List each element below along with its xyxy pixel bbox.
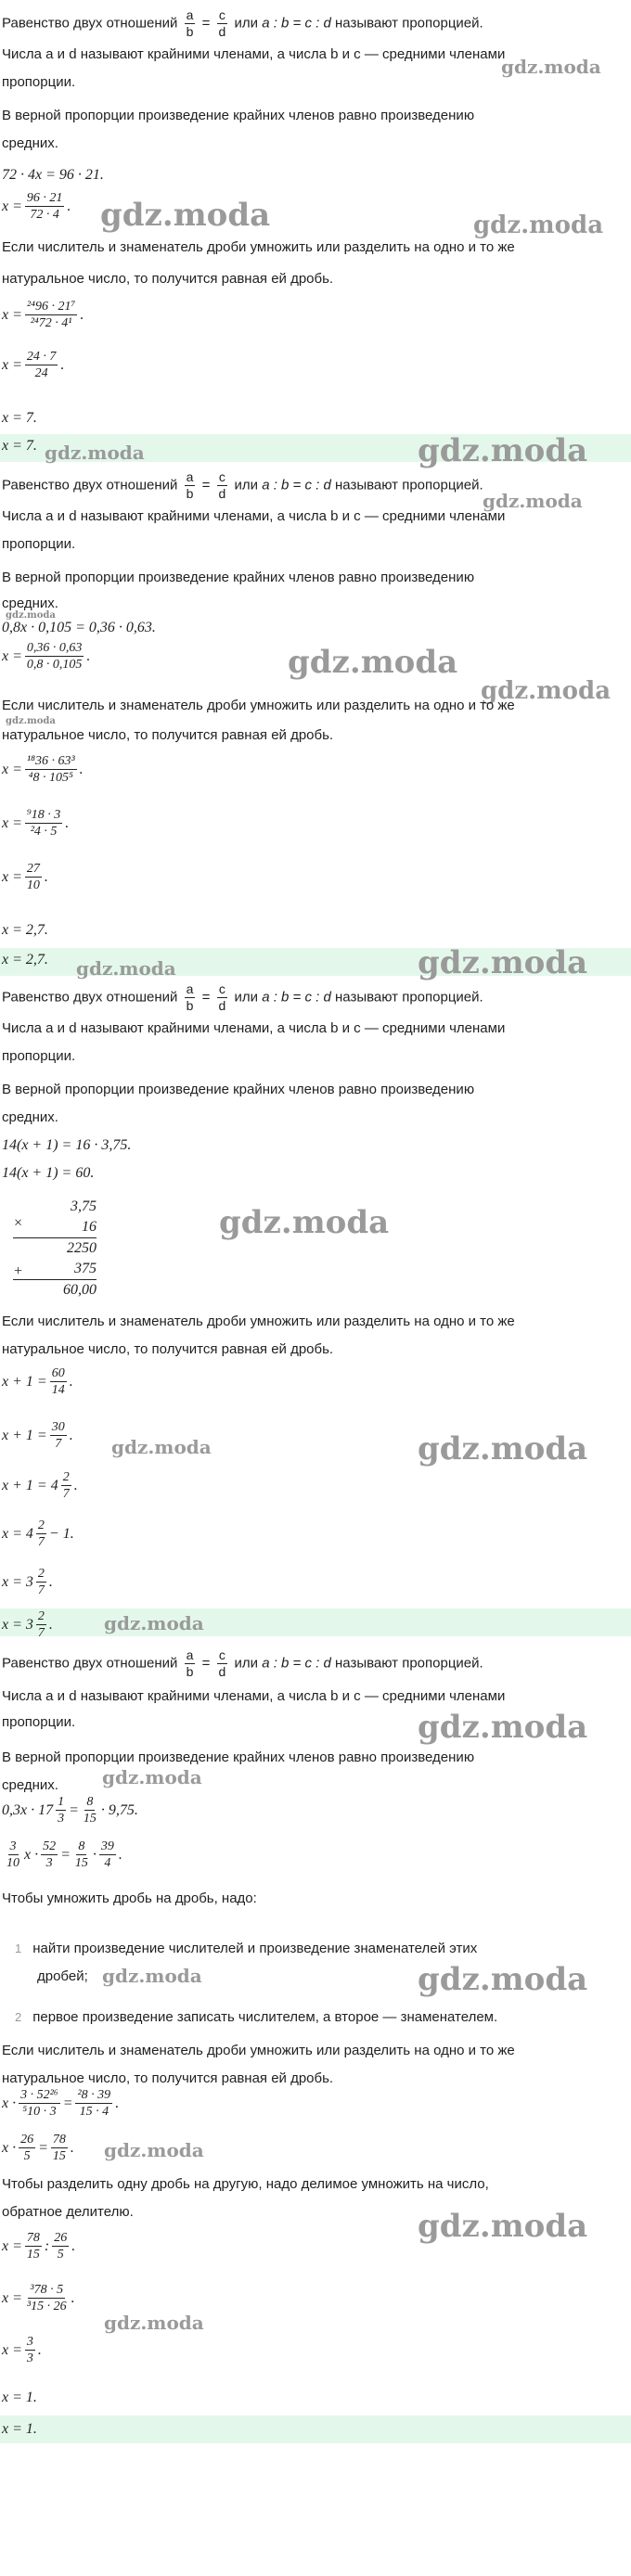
plus-sign: + — [13, 1263, 23, 1279]
cancel-rule-line-1: Если числитель и знаменатель дроби умножить или разделить на одно и то же — [2, 2043, 515, 2058]
equation-5: x = 78 15 : 26 5 . — [2, 2231, 76, 2262]
column-row: 3,75 — [71, 1198, 97, 1214]
extremes-line: Числа a и d называют крайними членами, а числа b и c — средними членами — [2, 1688, 506, 1704]
equation-2: 14(x + 1) = 60. — [2, 1165, 95, 1181]
equation-6: x = ³78 · 5 ³15 · 26 . — [2, 2283, 75, 2313]
equation-3: x = ²⁴96 · 21⁷ ²⁴72 · 4¹ . — [2, 300, 84, 330]
answer: x = 1. — [2, 2421, 37, 2437]
equation-2: x = 0,36 · 0,63 0,8 · 0,105 . — [2, 641, 91, 672]
cancel-rule-line-2: натуральное число, то получится равная ей дробь. — [2, 2070, 334, 2086]
rule-line-1: В верной пропорции произведение крайних членов равно произведению — [2, 108, 475, 123]
column-row: 375 — [13, 1259, 97, 1280]
equation-2: x = 96 · 21 72 · 4 . — [2, 191, 71, 222]
list-item: 1 найти произведение числителей и произведение знаменателей этих — [15, 1941, 478, 1956]
divide-rule-line-1: Чтобы разделить одну дробь на другую, надо делимое умножить на число, — [2, 2176, 489, 2192]
answer: x = 3 2 7 . — [2, 1609, 53, 1640]
watermark: gdz.moda — [418, 1709, 588, 1746]
watermark: gdz.moda — [483, 490, 583, 512]
proportion-definition: Равенство двух отношений $\frac{a}{b}$ = $\frac{c}{d}$ или a : b = c : d называют пропорцией. — [2, 469, 483, 501]
answer-band — [0, 1608, 631, 1636]
watermark: gdz.moda — [418, 944, 588, 981]
proportion-definition: Равенство двух отношений $\frac{a}{b}$ = $\frac{c}{d}$ или a : b = c : d называют пропорцией. — [2, 1647, 483, 1679]
rule-line-1: В верной пропорции произведение крайних членов равно произведению — [2, 1082, 475, 1097]
equation-3: x · 3 · 52²⁶ ⁵10 · 3 = ²8 · 39 15 · 4 . — [2, 2088, 120, 2119]
answer: x = 7. — [2, 438, 37, 454]
equation-5: x = 7. — [2, 410, 37, 426]
watermark: gdz.moda — [104, 1612, 204, 1634]
equation-1: 0,3x · 17 $\frac{1}{3}$ = $\frac{8}{15}$ · 9,75. — [2, 1795, 138, 1826]
answer-band — [0, 2416, 631, 2443]
cancel-rule-line-2: натуральное число, то получится равная ей дробь. — [2, 727, 334, 743]
extremes-line-2: пропорции. — [2, 74, 76, 90]
proportion-definition: Равенство двух отношений $\frac{a}{b}$ = $\frac{c}{d}$ или a : b = c : d называют пропорцией. — [2, 7, 483, 39]
watermark: gdz.moda — [111, 1436, 212, 1458]
extremes-line: Числа a и d называют крайними членами, а числа b и c — средними членами — [2, 46, 506, 62]
watermark: gdz.moda — [481, 677, 612, 705]
multiply-sign: × — [13, 1215, 23, 1231]
rule-line-1: В верной пропорции произведение крайних членов равно произведению — [2, 1749, 475, 1765]
equation-6: x = 4 2 7 − 1. — [2, 1519, 74, 1549]
proportion-definition: Равенство двух отношений $\frac{a}{b}$ = $\frac{c}{d}$ или a : b = c : d называют пропорцией. — [2, 981, 483, 1013]
watermark: gdz.moda — [102, 1766, 202, 1788]
column-row: 60,00 — [63, 1282, 97, 1298]
equation-3: x + 1 = 60 14 . — [2, 1366, 73, 1397]
answer: x = 2,7. — [2, 952, 48, 968]
watermark: gdz.moda — [501, 56, 601, 78]
watermark: gdz.moda — [418, 1961, 588, 1998]
column-row: 16 — [13, 1217, 97, 1238]
watermark: gdz.moda — [100, 197, 271, 234]
watermark: gdz.moda — [418, 1430, 588, 1467]
list-item: дробей; — [37, 1968, 88, 1984]
extremes-line-2: пропорции. — [2, 1714, 76, 1730]
watermark: gdz.moda — [76, 957, 176, 980]
cancel-rule-line-1: Если числитель и знаменатель дроби умножить или разделить на одно и то же — [2, 239, 515, 255]
column-multiplication — [13, 1197, 97, 1301]
watermark: gdz.moda — [219, 1204, 390, 1241]
equation-7: x = 3 3 . — [2, 2335, 42, 2365]
watermark: gdz.moda — [45, 442, 145, 464]
cancel-rule-line-2: натуральное число, то получится равная ей дробь. — [2, 271, 334, 287]
multiply-rule-title: Чтобы умножить дробь на дробь, надо: — [2, 1890, 257, 1906]
watermark: gdz.moda — [288, 644, 458, 681]
equation-8: x = 1. — [2, 2390, 37, 2405]
rule-line-2: средних. — [2, 1109, 58, 1125]
divide-rule-line-2: обратное делителю. — [2, 2204, 134, 2220]
watermark: gdz.moda — [473, 211, 604, 239]
extremes-line: Числа a и d называют крайними членами, а числа b и c — средними членами — [2, 1020, 506, 1036]
equation-2: 3 10 x · 52 3 = 8 15 · 39 4 . — [6, 1839, 122, 1870]
equation-3: x = ¹⁸36 · 63³ ⁴8 · 105⁵ . — [2, 754, 84, 785]
equation-1: 0,8x · 0,105 = 0,36 · 0,63. — [2, 620, 156, 635]
cancel-rule-line-1: Если числитель и знаменатель дроби умножить или разделить на одно и то же — [2, 1314, 515, 1329]
list-item: 2 первое произведение записать числителем, а второе — знаменателем. — [15, 2009, 498, 2025]
watermark: gdz.moda — [6, 610, 56, 621]
equation-5: x + 1 = 4 2 7 . — [2, 1470, 78, 1501]
extremes-line-2: пропорции. — [2, 1048, 76, 1064]
equation-7: x = 3 2 7 . — [2, 1567, 53, 1597]
equation-4: x + 1 = 30 7 . — [2, 1420, 73, 1451]
cancel-rule-line-2: натуральное число, то получится равная ей дробь. — [2, 1341, 334, 1357]
extremes-line-2: пропорции. — [2, 536, 76, 552]
cancel-rule-line-1: Если числитель и знаменатель дроби умножить или разделить на одно и то же — [2, 698, 515, 713]
watermark: gdz.moda — [418, 2208, 588, 2245]
watermark: gdz.moda — [104, 2312, 204, 2334]
rule-line-2: средних. — [2, 1777, 58, 1793]
equation-6: x = 2,7. — [2, 922, 48, 938]
equation-1: 72 · 4x = 96 · 21. — [2, 167, 104, 183]
rule-line-2: средних. — [2, 596, 58, 611]
watermark: gdz.moda — [418, 432, 588, 469]
watermark: gdz.moda — [102, 1965, 202, 1987]
equation-5: x = 27 10 . — [2, 862, 48, 892]
watermark: gdz.moda — [104, 2139, 204, 2161]
rule-line-1: В верной пропорции произведение крайних членов равно произведению — [2, 570, 475, 585]
watermark: gdz.moda — [6, 716, 56, 726]
equation-4: x = ⁹18 · 3 ²4 · 5 . — [2, 808, 70, 839]
extremes-line: Числа a и d называют крайними членами, а числа b и c — средними членами — [2, 508, 506, 524]
column-row: 2250 — [67, 1240, 97, 1256]
equation-4: x · 26 5 = 78 15 . — [2, 2133, 74, 2163]
equation-4: x = 24 · 7 24 . — [2, 350, 65, 380]
equation-1: 14(x + 1) = 16 · 3,75. — [2, 1137, 132, 1153]
rule-line-2: средних. — [2, 135, 58, 151]
